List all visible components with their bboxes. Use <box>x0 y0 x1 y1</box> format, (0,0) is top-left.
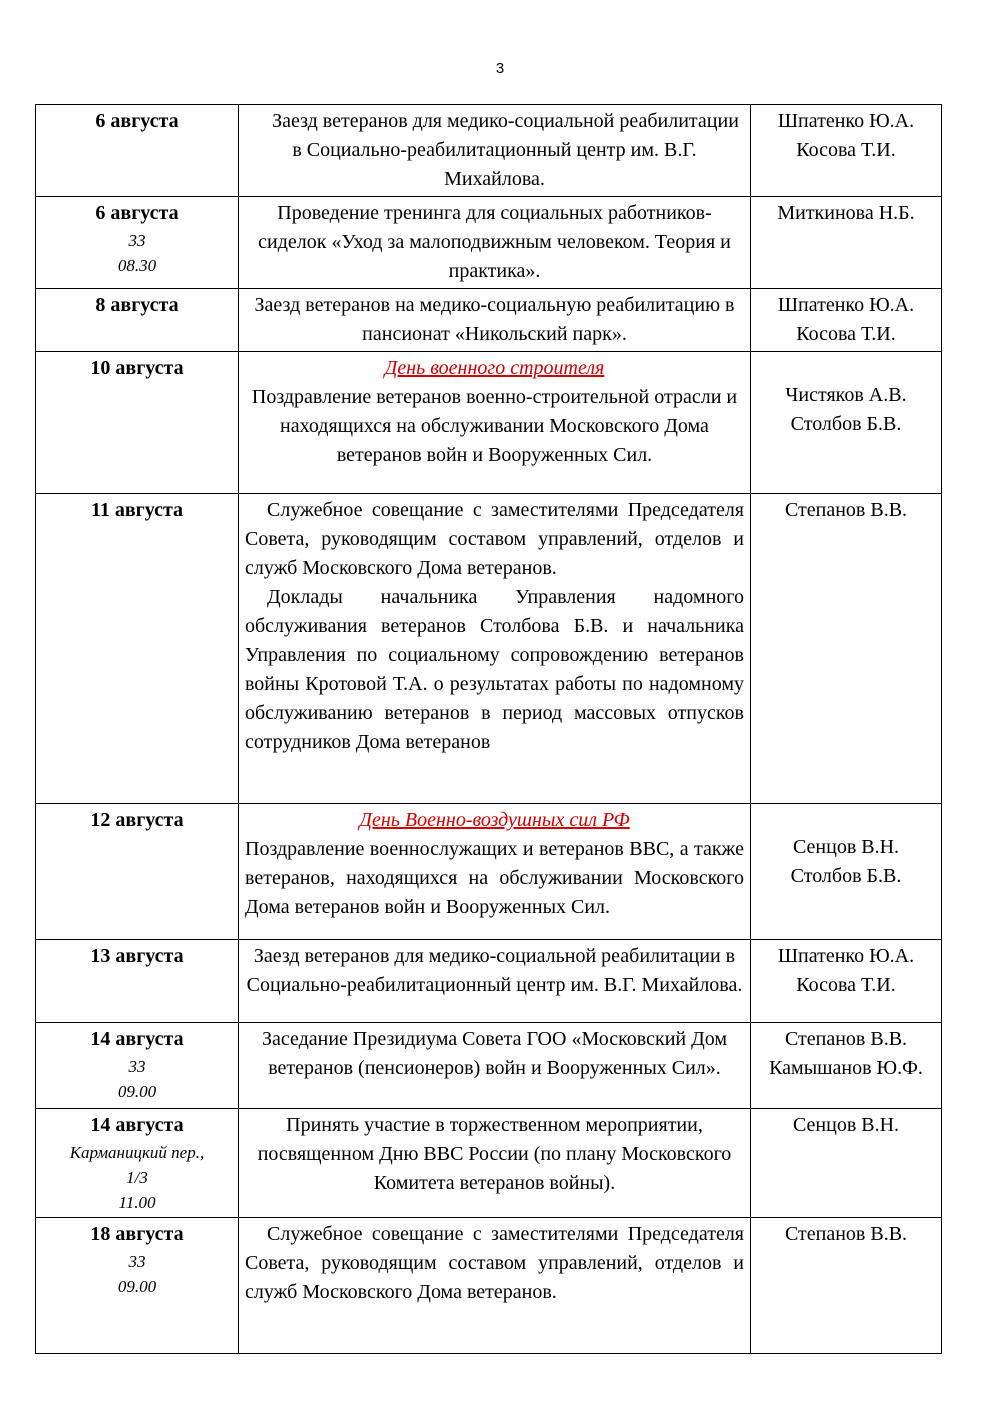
holiday-title: День военного строителя <box>384 357 605 379</box>
date-cell <box>36 1023 239 1109</box>
event-cell <box>239 1109 751 1218</box>
table-row <box>36 352 942 494</box>
event-text: Принять участие в торжественном мероприятии, посвященном Дню ВВС России (по плану Московского Комитета ветеранов войны). <box>257 1114 732 1194</box>
responsible-name: Чистяков А.В. <box>785 384 907 406</box>
table-row <box>36 197 942 289</box>
responsible-name: Миткинова Н.Б. <box>777 202 915 224</box>
responsible-cell <box>751 289 942 352</box>
table-row <box>36 1218 942 1354</box>
responsible-name: Сенцов В.Н. <box>792 1114 900 1136</box>
event-cell <box>239 1218 751 1354</box>
venue-label: 33 <box>128 231 146 250</box>
venue-label: 1/3 <box>126 1168 148 1187</box>
event-cell <box>239 352 751 494</box>
responsible-name: Степанов В.В. <box>784 499 908 521</box>
date-cell <box>36 1218 239 1354</box>
date-label: 13 августа <box>90 945 184 967</box>
event-text: Поздравление ветеранов военно-строительной отрасли и находящихся на обслуживании Московского Дома ветеранов войн и Вооруженных Сил. <box>251 386 738 466</box>
event-text: Поздравление военнослужащих и ветеранов ВВС, а также ветеранов, находящихся на обслуживании Московского Дома ветеранов войн и Вооруженных Сил. <box>245 838 744 918</box>
event-cell <box>239 494 751 804</box>
table-row <box>36 940 942 1023</box>
event-text: Заезд ветеранов для медико-социальной реабилитации в Социально-реабилитационный центр им. В.Г. Михайлова. <box>246 945 743 996</box>
event-text: Служебное совещание с заместителями Председателя Совета, руководящим составом управлений, отделов и служб Московского Дома ветеранов. <box>245 499 744 579</box>
event-cell <box>239 1023 751 1109</box>
date-label: 6 августа <box>95 202 179 224</box>
table-row <box>36 494 942 804</box>
responsible-name: Косова Т.И. <box>796 974 896 996</box>
event-cell <box>239 105 751 197</box>
event-text: Заседание Президиума Совета ГОО «Московский Дом ветеранов (пенсионеров) войн и Вооруженных Сил». <box>261 1028 728 1079</box>
date-label: 10 августа <box>90 357 184 379</box>
responsible-cell <box>751 1109 942 1218</box>
responsible-cell <box>751 1023 942 1109</box>
event-text: Проведение тренинга для социальных работников-сиделок «Уход за малоподвижным человеком. Теория и практика». <box>258 202 731 282</box>
date-label: 12 августа <box>90 809 184 831</box>
time-label: 11.00 <box>118 1193 156 1212</box>
date-cell <box>36 352 239 494</box>
responsible-cell <box>751 494 942 804</box>
date-label: 18 августа <box>90 1223 184 1245</box>
table-row <box>36 1023 942 1109</box>
date-label: 6 августа <box>95 110 179 132</box>
responsible-name: Косова Т.И. <box>796 323 896 345</box>
date-cell <box>36 289 239 352</box>
date-label: 8 августа <box>95 294 179 316</box>
responsible-cell <box>751 197 942 289</box>
date-cell <box>36 494 239 804</box>
responsible-name: Шпатенко Ю.А. <box>777 110 915 132</box>
event-text: Заезд ветеранов для медико-социальной реабилитации в Социально-реабилитационный центр им. В.Г. Михайлова. <box>272 110 739 190</box>
responsible-name: Столбов Б.В. <box>790 865 902 887</box>
venue-label: Карманицкий пер., <box>69 1143 205 1162</box>
responsible-name: Сенцов В.Н. <box>792 836 900 858</box>
date-cell <box>36 105 239 197</box>
date-cell <box>36 940 239 1023</box>
event-text-report: Доклады начальника Управления надомного обслуживания ветеранов Столбова Б.В. и начальника Управления по социальному сопровождению ветеранов войны Кротовой Т.А. о результатах работы по надомному обслуживанию ветеранов в период массовых отпусков сотрудников Дома ветеранов <box>245 586 744 753</box>
time-label: 08.30 <box>117 256 157 275</box>
date-label: 14 августа <box>90 1028 184 1050</box>
table-row <box>36 804 942 940</box>
responsible-name: Степанов В.В. <box>784 1223 908 1245</box>
holiday-title: День Военно-воздушных сил РФ <box>359 809 630 831</box>
page-number: 3 <box>495 60 505 77</box>
responsible-name: Камышанов Ю.Ф. <box>769 1057 923 1079</box>
table-row <box>36 1109 942 1218</box>
responsible-name: Шпатенко Ю.А. <box>777 945 915 967</box>
responsible-cell <box>751 804 942 940</box>
date-label: 11 августа <box>90 499 184 521</box>
responsible-name: Степанов В.В. <box>784 1028 908 1050</box>
responsible-name: Столбов Б.В. <box>790 413 902 435</box>
date-cell <box>36 197 239 289</box>
venue-label: 33 <box>128 1057 146 1076</box>
event-cell <box>239 940 751 1023</box>
event-cell <box>239 289 751 352</box>
responsible-name: Шпатенко Ю.А. <box>777 294 915 316</box>
responsible-cell <box>751 105 942 197</box>
responsible-cell <box>751 352 942 494</box>
responsible-name: Косова Т.И. <box>796 139 896 161</box>
time-label: 09.00 <box>117 1082 157 1101</box>
event-text: Служебное совещание с заместителями Председателя Совета, руководящим составом управлений, отделов и служб Московского Дома ветеранов. <box>245 1223 744 1303</box>
event-cell <box>239 804 751 940</box>
time-label: 09.00 <box>117 1277 157 1296</box>
venue-label: 33 <box>128 1252 146 1271</box>
responsible-cell <box>751 1218 942 1354</box>
table-row <box>36 105 942 197</box>
schedule-table <box>35 104 942 1354</box>
date-cell <box>36 804 239 940</box>
event-cell <box>239 197 751 289</box>
table-row <box>36 289 942 352</box>
responsible-cell <box>751 940 942 1023</box>
date-label: 14 августа <box>90 1114 184 1136</box>
event-text: Заезд ветеранов на медико-социальную реабилитацию в пансионат «Никольский парк». <box>254 294 735 345</box>
date-cell <box>36 1109 239 1218</box>
